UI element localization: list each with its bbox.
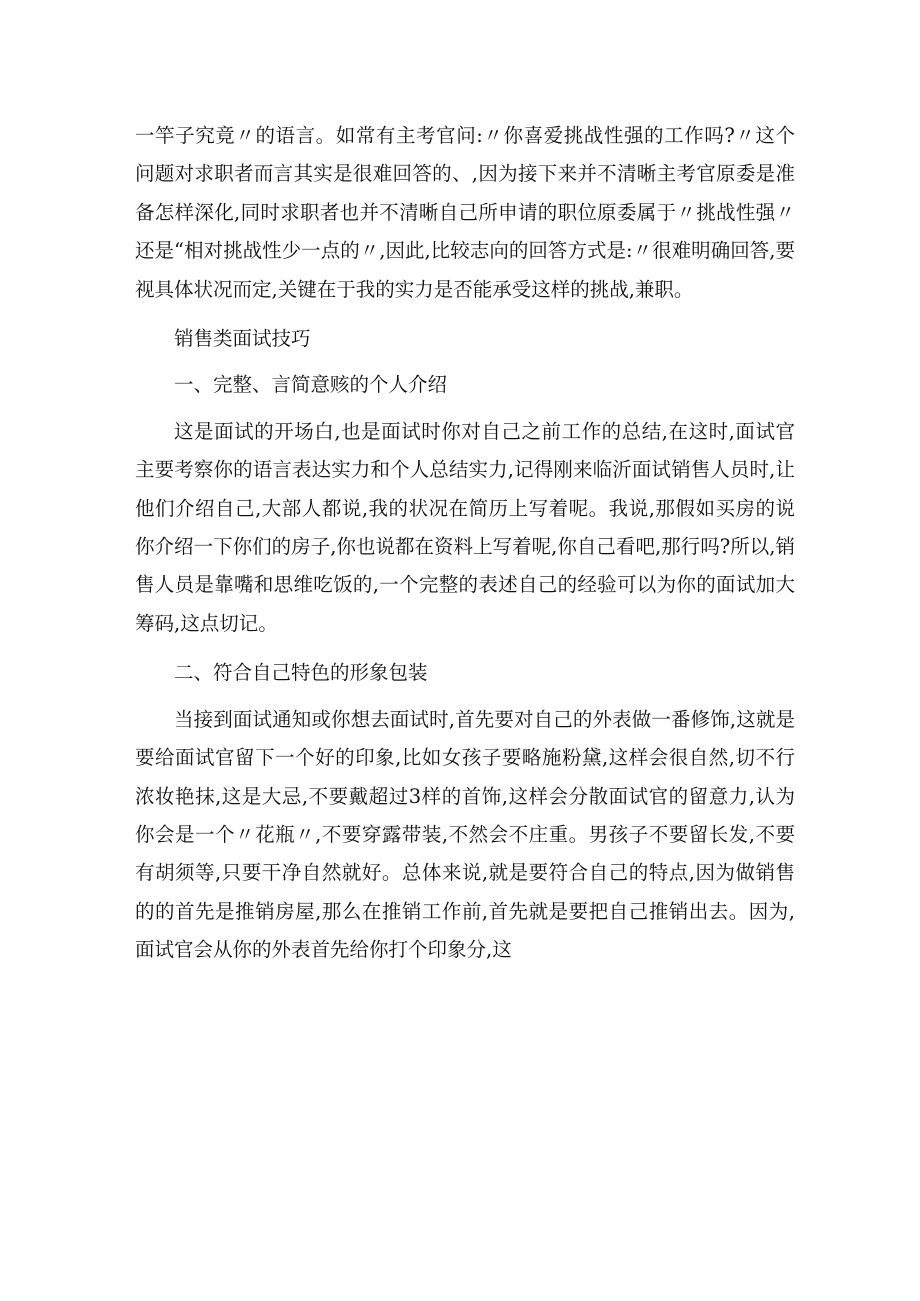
document-body: [135, 117, 795, 981]
paragraph-image-packaging: 当接到面试通知或你想去面试时,首先要对自己的外表做一番修饰,这就是要给面试官留下一个好的印象,比如女孩子要略施粉黛,这样会很自然,切不行浓妆艳抹,这是大忌,不要戴超过3样的首饰,这样会分散面试官的留意力,认为你会是一个〃花瓶〃,不要穿露带装,不然会不庄重。男孩子不要留长发,不要有胡须等,只要干净自然就好。总体来说,就是要符合自己的特点,因为做销售的的首先是推销房屋,那么在推销工作前,首先就是要把自己推销出去。因为,面试官会从你的外表首先给你打个印象分,这: [135, 707, 795, 962]
section-heading-image-packaging: 二、符合自己特色的形象包装: [174, 661, 428, 685]
section-heading-sales-interview-tips: 销售类面试技巧: [174, 327, 311, 351]
paragraph-continuation: 一竿子究竟〃的语言。如常有主考官问:〃你喜爱挑战性强的工作吗?〃这个问题对求职者而言其实是很难回答的、,因为接下来并不清晰主考官原委是准备怎样深化,同时求职者也并不清晰自己所申请的职位原委属于〃挑战性强〃还是“相对挑战性少一点的〃,因此,比较志向的回答方式是:〃很难明确回答,要视具体状况而定,关键在于我的实力是否能承受这样的挑战,兼职。: [135, 124, 795, 301]
paragraph-self-introduction: 这是面试的开场白,也是面试时你对自己之前工作的总结,在这时,面试官主要考察你的语言表达实力和个人总结实力,记得刚来临沂面试销售人员时,让他们介绍自己,大部人都说,我的状况在简历上写着呢。我说,那假如买房的说你介绍一下你们的房子,你也说都在资料上写着呢,你自己看吧,那行吗?所以,销售人员是靠嘴和思维吃饭的,一个完整的表述自己的经验可以为你的面试加大筹码,这点切记。: [135, 419, 795, 635]
section-heading-self-introduction: 一、完整、言简意赅的个人介绍: [174, 373, 448, 397]
